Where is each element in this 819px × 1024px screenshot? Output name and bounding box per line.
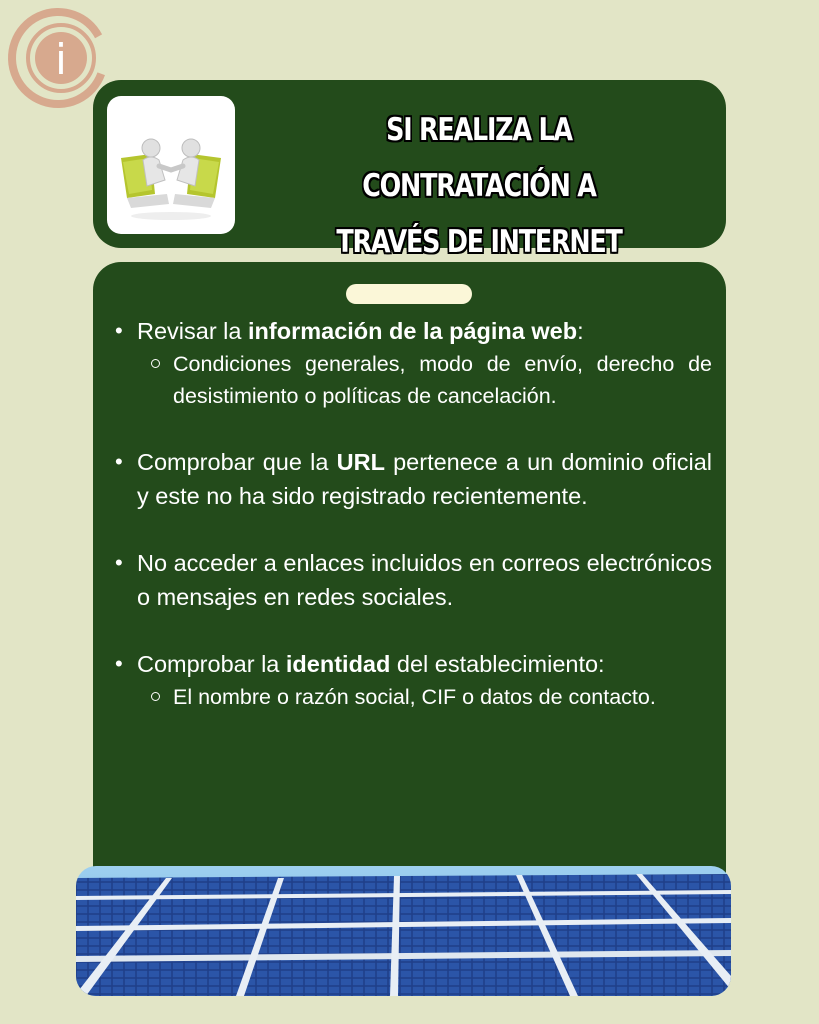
bullet-icon: • (115, 449, 123, 474)
item-bold: identidad (285, 651, 391, 677)
item-text: del establecimiento: (390, 651, 605, 677)
list-item (113, 314, 712, 348)
item-text: : (577, 318, 584, 344)
logo (6, 6, 110, 110)
list-item (113, 445, 712, 513)
logo-letter: i (55, 35, 67, 84)
item-bold: información de la página web (248, 318, 578, 344)
sub-list-item (113, 681, 712, 713)
body-card (93, 262, 726, 912)
circle-bullet-icon (151, 692, 160, 701)
decorative-pill (346, 284, 472, 304)
item-text: pertenece a un dominio oficial y este no ha sido registrado recientemente. (137, 449, 712, 509)
list-item (113, 546, 712, 614)
header-card (93, 80, 726, 260)
header-title-line2: TRAVÉS DE INTERNET (336, 224, 622, 260)
item-text: Comprobar que la (137, 449, 337, 475)
bullet-icon: • (115, 550, 123, 575)
advice-list (113, 314, 712, 713)
sub-item-text: Condiciones generales, modo de envío, derecho de desistimiento o políticas de cancelación. (173, 352, 712, 408)
circle-bullet-icon (151, 359, 160, 368)
header-title-line1: SI REALIZA LA CONTRATACIÓN A (362, 112, 596, 204)
item-text: Comprobar la (137, 651, 286, 677)
sub-list-item (113, 348, 712, 412)
list-item (113, 647, 712, 681)
sub-item-text: El nombre o razón social, CIF o datos de contacto. (173, 685, 656, 709)
item-text: Revisar la (137, 318, 249, 344)
bullet-icon: • (115, 318, 123, 343)
bullet-icon: • (115, 651, 123, 676)
item-bold: URL (336, 449, 385, 475)
item-text: No acceder a enlaces incluidos en correos electrónicos o mensajes en redes sociales. (137, 550, 712, 610)
solar-panels-image (76, 866, 731, 996)
handshake-laptops-icon (107, 96, 235, 234)
info-logo-icon (6, 6, 110, 110)
